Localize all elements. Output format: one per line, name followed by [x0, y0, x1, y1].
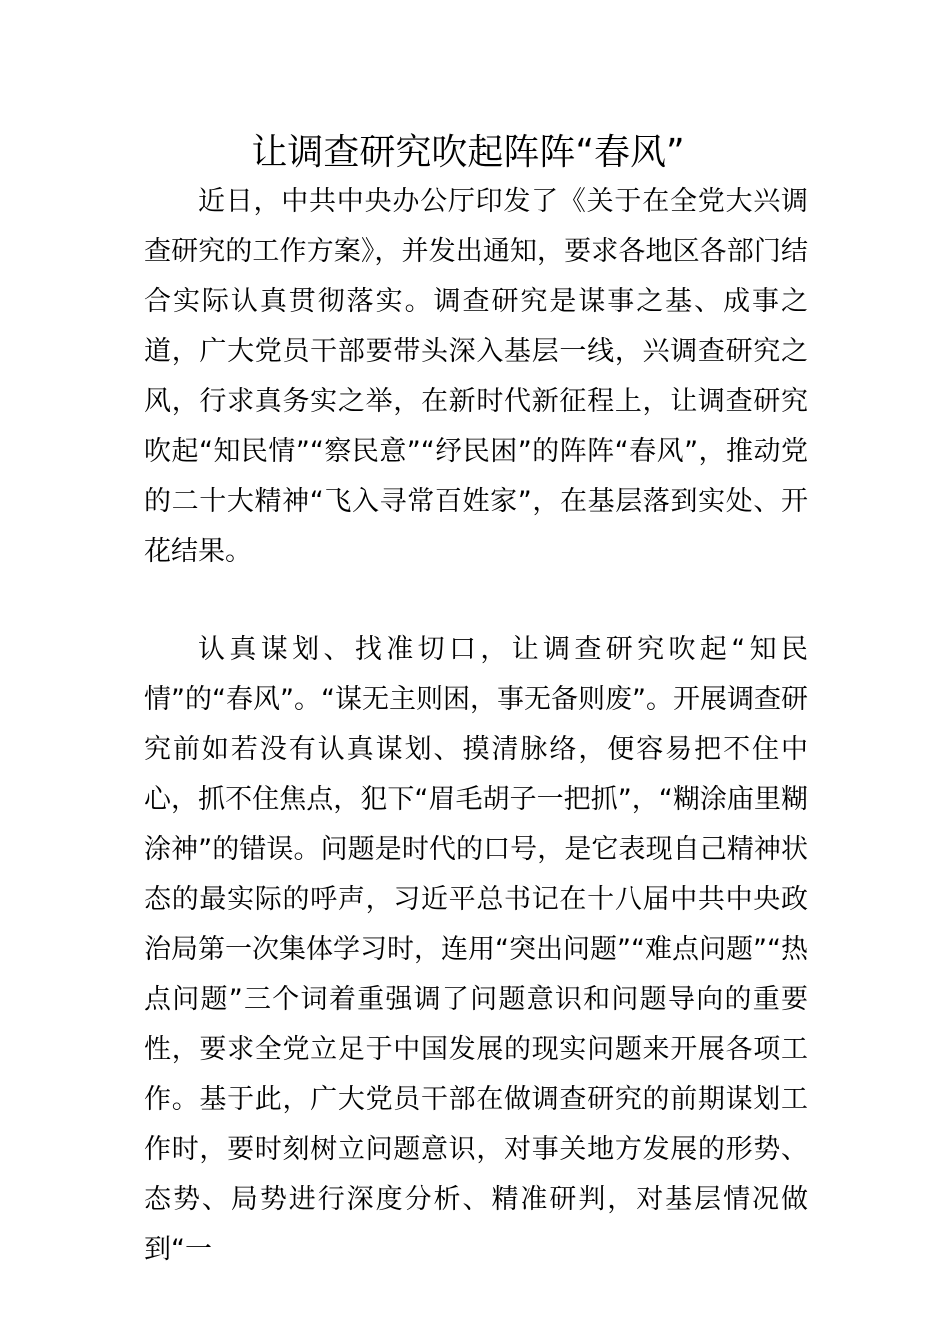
paragraph-2: 认真谋划、找准切口，让调查研究吹起“知民情”的“春风”。“谋无主则困，事无备则废”。开展调查研究前如若没有认真谋划、摸清脉络，便容易把不住中心，抓不住焦点，犯下“眉毛胡子一把抓”，“糊涂庙里糊涂神”的错误。问题是时代的口号，是它表现自己精神状态的最实际的呼声，习近平总书记在十八届中共中央政治局第一次集体学习时，连用“突出问题”“难点问题”“热点问题”三个词着重强调了问题意识和问题导向的重要性，要求全党立足于中国发展的现实问题来开展各项工作。基于此，广大党员干部在做调查研究的前期谋划工作时，要时刻树立问题意识，对事关地方发展的形势、态势、局势进行深度分析、精准研判，对基层情况做到“一 [144, 634, 808, 1265]
paragraph-1: 近日，中共中央办公厅印发了《关于在全党大兴调查研究的工作方案》，并发出通知，要求各地区各部门结合实际认真贯彻落实。调查研究是谋事之基、成事之道，广大党员干部要带头深入基层一线，兴调查研究之风，行求真务实之举，在新时代新征程上，让调查研究吹起“知民情”“察民意”“纾民困”的阵阵“春风”，推动党的二十大精神“飞入寻常百姓家”，在基层落到实处、开花结果。 [144, 186, 808, 567]
document-title: 让调查研究吹起阵阵“春风” [251, 132, 685, 173]
